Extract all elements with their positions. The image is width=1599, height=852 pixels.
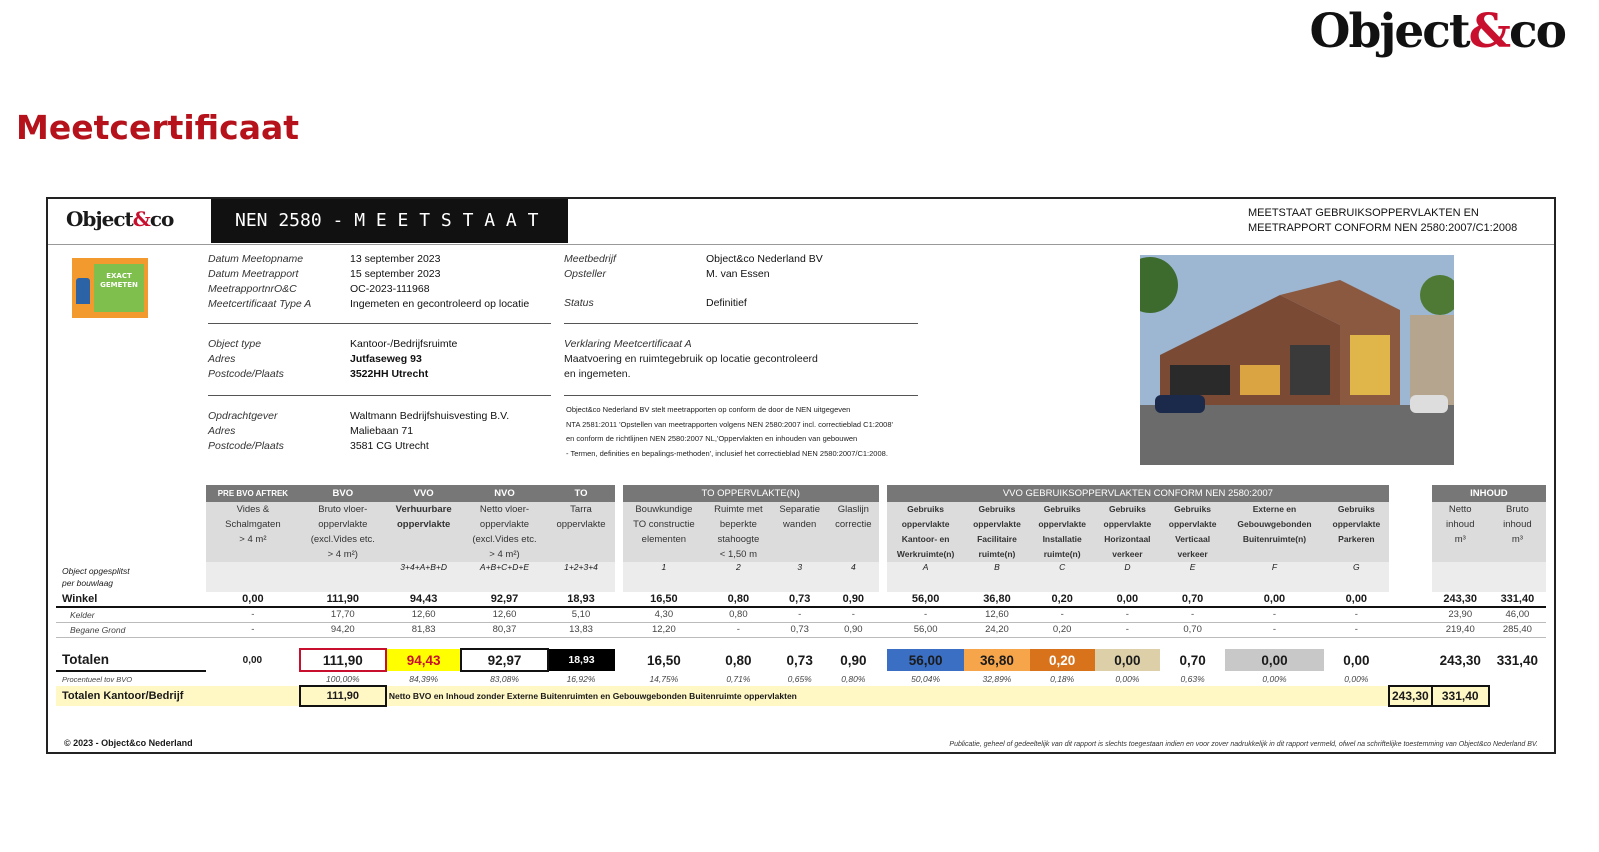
table-cell: 111,90: [300, 649, 386, 671]
info-row: [564, 267, 823, 282]
table-cell: 56,00: [887, 592, 965, 607]
row-label: Totalen Kantoor/Bedrijf: [56, 686, 206, 706]
table-cell: Tarra oppervlakte: [548, 502, 615, 562]
note-line: NTA 2581:2011 'Opstellen van meetrapporten volgens NEN 2580:2007 incl. correctieblad C1:2008': [566, 419, 893, 429]
info-label: MeetrapportnrO&C: [208, 283, 297, 295]
table-cell: 18,93: [548, 649, 615, 671]
table-cell: 0,00: [1225, 649, 1324, 671]
verklaring-text: en ingemeten.: [564, 368, 631, 380]
gap: [615, 502, 623, 562]
divider: [564, 323, 918, 324]
gap: [879, 592, 887, 607]
table-cell: 0,73: [772, 622, 828, 637]
table-cell: [1489, 671, 1546, 686]
gap: [879, 607, 887, 622]
gap: [1389, 622, 1432, 637]
header-line: MEETSTAAT GEBRUIKSOPPERVLAKTEN EN: [1248, 207, 1479, 219]
table-cell: 23,90: [1432, 607, 1489, 622]
info-value: 15 september 2023: [350, 268, 441, 280]
info-row: [208, 409, 509, 424]
table-cell: 0,00%: [1115, 673, 1140, 684]
group-header: VVO GEBRUIKSOPPERVLAKTEN CONFORM NEN 2580:2007: [887, 485, 1389, 502]
table-cell: 3: [772, 562, 828, 592]
gap: [1389, 485, 1432, 502]
table-row: [56, 502, 1546, 562]
table-cell: 16,92%: [566, 673, 596, 684]
group-header: BVO: [300, 485, 386, 502]
table-row: [56, 622, 1546, 637]
page-title: Meetcertificaat: [16, 108, 300, 147]
table-cell: 0,00: [1225, 592, 1324, 607]
gap: [615, 485, 623, 502]
table-cell: B: [964, 562, 1029, 592]
table-cell: 94,43: [386, 592, 462, 607]
group-header: VVO: [386, 485, 462, 502]
info-label: Datum Meetopname: [208, 253, 304, 265]
header-description: [1248, 206, 1517, 236]
table-cell: F: [1225, 562, 1324, 592]
table-cell: -: [772, 607, 828, 622]
info-value: Definitief: [706, 297, 747, 309]
gap: [879, 502, 887, 562]
table-row: [56, 592, 1546, 607]
table-cell: 0,00: [1095, 592, 1160, 607]
table-cell: -: [705, 622, 771, 637]
note-line: - Termen, definities en bepalings-methoden', inclusief het correctieblad NEN 2580:2007/C1:2008.: [566, 448, 888, 458]
table-cell: 0,80: [705, 607, 771, 622]
gap: [615, 671, 623, 686]
gap: [1389, 592, 1432, 607]
note-line: Object&co Nederland BV stelt meetrapporten op conform de door de NEN uitgegeven: [566, 405, 851, 414]
person-icon: [76, 278, 90, 304]
info-row: [208, 297, 529, 312]
info-value: Maliebaan 71: [350, 425, 414, 437]
table-cell: 0,73: [772, 592, 828, 607]
table-cell: 94,43: [386, 649, 462, 671]
table-cell: [1432, 671, 1489, 686]
table-cell: -: [828, 607, 879, 622]
table-cell: -: [1030, 607, 1095, 622]
spacer: [56, 637, 1546, 649]
row-label: Object opgesplitst per bouwlaag: [62, 566, 130, 588]
gap: [615, 649, 623, 671]
group-header: PRE BVO AFTREK: [206, 485, 300, 502]
blank-cell: [56, 485, 206, 502]
info-row: [564, 252, 823, 267]
table-cell: Glaslijn correctie: [828, 502, 879, 562]
table-cell: -: [206, 622, 300, 637]
gap: [879, 649, 887, 671]
info-value: Waltmann Bedrijfshuisvesting B.V.: [350, 410, 510, 422]
table-cell: 50,04%: [911, 673, 941, 684]
table-cell: 0,90: [840, 652, 867, 668]
info-label: Opdrachtgever: [208, 410, 278, 422]
meta-info: [208, 252, 529, 312]
object-info: [208, 337, 457, 382]
table-cell: 1: [623, 562, 706, 592]
table-cell: 0,70: [1179, 652, 1206, 668]
table-cell: Gebruiks oppervlakte Parkeren: [1324, 502, 1389, 562]
kantoor-note: Netto BVO en Inhoud zonder Externe Buitenruimten en Gebouwgebonden Buitenruimte oppervlakten: [386, 686, 1389, 706]
info-value: 13 september 2023: [350, 253, 441, 265]
gap: [879, 562, 887, 592]
table-cell: 83,08%: [490, 674, 519, 684]
table-cell: 0,20: [1030, 592, 1095, 607]
gap: [615, 592, 623, 607]
table-cell: 56,00: [887, 649, 965, 671]
building-photo: [1140, 255, 1454, 465]
table-cell: Gebruiks oppervlakte Verticaal verkeer: [1160, 502, 1225, 562]
row-label: Procentueel tov BVO: [62, 674, 133, 684]
verklaring-label: Verklaring Meetcertificaat A: [564, 338, 692, 350]
table-cell: 0,90: [828, 622, 879, 637]
gap: [1389, 607, 1432, 622]
table-cell: Bruto inhoud m³: [1489, 502, 1546, 562]
gap: [1389, 562, 1432, 592]
certificate-header: [48, 199, 1554, 245]
table-cell: -: [1324, 607, 1389, 622]
info-row: [564, 296, 823, 311]
table-cell: 84,39%: [409, 673, 439, 684]
table-cell: -: [206, 607, 300, 622]
info-label: Object type: [208, 338, 262, 350]
gap: [615, 562, 623, 592]
measurement-certificate: [46, 197, 1556, 754]
info-row: [208, 352, 457, 367]
table-cell: 100,00%: [326, 673, 360, 684]
gap: [1389, 502, 1432, 562]
table-cell: -: [887, 607, 965, 622]
table-cell: [206, 562, 300, 592]
table-cell: 1+2+3+4: [548, 562, 615, 592]
table-cell: 80,37: [461, 622, 547, 637]
header-line: MEETRAPPORT CONFORM NEN 2580:2007/C1:2008: [1248, 222, 1518, 234]
table-cell: Gebruiks oppervlakte Kantoor- en Werkruimte(n): [887, 502, 965, 562]
info-row: [208, 424, 509, 439]
table-cell: 46,00: [1489, 607, 1546, 622]
group-header: NVO: [461, 485, 547, 502]
info-row: [208, 252, 529, 267]
table-cell: 111,90: [300, 592, 386, 607]
info-value: Object&co Nederland BV: [706, 253, 823, 265]
info-row: [208, 439, 509, 454]
table-cell: [206, 686, 300, 706]
info-label: Meetbedrijf: [564, 253, 616, 265]
table-row: [56, 562, 1546, 592]
client-info: [208, 409, 509, 454]
gap: [615, 607, 623, 622]
table-cell: 13,83: [548, 622, 615, 637]
table-cell: [300, 562, 386, 592]
table-cell: 243,30: [1439, 652, 1481, 668]
divider: [208, 323, 551, 324]
table-cell: 16,50: [646, 652, 681, 668]
publication-disclaimer: Publicatie, geheel of gedeeltelijk van dit rapport is slechts toegestaan indien en voor zover nadrukkelijk in dit rapport vermeld, ofwel na schriftelijke toestemming van Object&co Nederland BV.: [949, 741, 1538, 748]
table-cell: Gebruiks oppervlakte Facilitaire ruimte(n): [964, 502, 1029, 562]
info-value: Jutfaseweg 93: [350, 353, 422, 365]
table-cell: 12,20: [623, 622, 706, 637]
table-cell: Separatie wanden: [772, 502, 828, 562]
table-row: [56, 671, 1546, 686]
table-cell: 36,80: [964, 649, 1029, 671]
table-cell: 3+4+A+B+D: [386, 562, 462, 592]
table-cell: 0,00: [1324, 592, 1389, 607]
table-cell: 92,97: [461, 649, 547, 671]
brand-logo: Object&co: [1309, 4, 1565, 59]
info-value: OC-2023-111968: [350, 283, 430, 295]
table-cell: 0,00: [242, 654, 263, 666]
table-cell: 285,40: [1489, 622, 1546, 637]
table-cell: 0,80%: [841, 673, 866, 684]
table-cell: 0,63%: [1180, 673, 1205, 684]
table-cell: Externe en Gebouwgebonden Buitenruimte(n): [1225, 502, 1324, 562]
table-cell: 12,60: [386, 607, 462, 622]
table-cell: 0,80: [705, 592, 771, 607]
table-cell: Vides & Schalmgaten > 4 m²: [206, 502, 300, 562]
table-cell: 0,18%: [1050, 673, 1075, 684]
table-cell: Gebruiks oppervlakte Installatie ruimte(n): [1030, 502, 1095, 562]
table-cell: 36,80: [964, 592, 1029, 607]
gap: [879, 671, 887, 686]
info-row: [208, 337, 457, 352]
info-label: Postcode/Plaats: [208, 440, 284, 452]
info-label: Adres: [208, 353, 236, 365]
table-cell: 243,30: [1432, 592, 1489, 607]
table-cell: C: [1030, 562, 1095, 592]
info-label: Datum Meetrapport: [208, 268, 299, 280]
table-cell: Verhuurbare oppervlakte: [386, 502, 462, 562]
note-line: en conform de richtlijnen NEN 2580:2007 NL,'Oppervlakten en inhouden van gebouwen: [566, 434, 858, 443]
kantoor-bvo: 111,90: [300, 686, 386, 706]
table-cell: 0,00%: [1344, 673, 1369, 684]
table-cell: D: [1095, 562, 1160, 592]
table-cell: Ruimte met beperkte stahoogte < 1,50 m: [705, 502, 771, 562]
table-cell: 24,20: [964, 622, 1029, 637]
row-label: Winkel: [56, 592, 206, 607]
info-label: Postcode/Plaats: [208, 368, 284, 380]
certification-note: [566, 403, 926, 461]
table-cell: Netto vloer- oppervlakte (excl.Vides etc. > 4 m²): [461, 502, 547, 562]
divider: [564, 395, 918, 396]
info-row: [208, 282, 529, 297]
table-cell: 0,00: [1343, 652, 1370, 668]
group-header: TO: [548, 485, 615, 502]
table-cell: Bouwkundige TO constructie elementen: [623, 502, 706, 562]
table-cell: 0,80: [725, 652, 752, 668]
table-cell: 12,60: [461, 607, 547, 622]
table-cell: 17,70: [300, 607, 386, 622]
table-cell: -: [1095, 607, 1160, 622]
info-label: Adres: [208, 425, 236, 437]
table-cell: Bruto vloer- oppervlakte (excl.Vides etc. > 4 m²): [300, 502, 386, 562]
meetstaat-banner: NEN 2580 - M E E T S T A A T: [211, 199, 568, 243]
kantoor-bruto: 331,40: [1432, 686, 1489, 706]
table-cell: 0,00%: [1262, 673, 1287, 684]
info-label: Opsteller: [564, 268, 607, 280]
certificate-logo: Object&co: [66, 207, 174, 231]
table-cell: -: [1095, 622, 1160, 637]
gap: [879, 485, 887, 502]
table-cell: 0,65%: [787, 673, 812, 684]
table-cell: -: [1225, 622, 1324, 637]
verklaring-text: Maatvoering en ruimtegebruik op locatie gecontroleerd: [564, 353, 818, 365]
gap: [879, 622, 887, 637]
table-cell: 219,40: [1432, 622, 1489, 637]
group-header: INHOUD: [1432, 485, 1546, 502]
table-cell: Netto inhoud m³: [1432, 502, 1489, 562]
table-cell: 0,00: [206, 592, 300, 607]
spacer-row: [56, 637, 1546, 649]
table-cell: 0,90: [828, 592, 879, 607]
divider: [208, 395, 551, 396]
table-cell: 56,00: [887, 622, 965, 637]
company-info: [564, 252, 823, 311]
table-cell: 94,20: [300, 622, 386, 637]
info-row: [208, 267, 529, 282]
info-value: Kantoor-/Bedrijfsruimte: [350, 338, 458, 350]
table-cell: 4,30: [623, 607, 706, 622]
info-value: 3581 CG Utrecht: [350, 440, 429, 452]
table-cell: 5,10: [548, 607, 615, 622]
table-cell: 0,00: [1095, 649, 1160, 671]
table-cell: [1432, 562, 1489, 592]
badge-line: GEMETEN: [100, 281, 138, 289]
table-cell: 0,70: [1160, 622, 1225, 637]
table-cell: 4: [828, 562, 879, 592]
table-cell: E: [1160, 562, 1225, 592]
badge-label: [94, 264, 144, 312]
table-row: [56, 649, 1546, 671]
row-label: [56, 502, 206, 562]
group-header: TO OPPERVLAKTE(N): [623, 485, 879, 502]
table-cell: [1489, 562, 1546, 592]
table-cell: 14,75%: [649, 673, 679, 684]
table-row: [56, 607, 1546, 622]
table-cell: 0,70: [1160, 592, 1225, 607]
table-cell: Gebruiks oppervlakte Horizontaal verkeer: [1095, 502, 1160, 562]
table-cell: A: [887, 562, 965, 592]
table-cell: 2: [705, 562, 771, 592]
row-label: Totalen: [56, 649, 206, 671]
table-cell: 18,93: [548, 592, 615, 607]
measurement-table: [56, 485, 1546, 707]
table-cell: -: [1225, 607, 1324, 622]
kantoor-netto: 243,30: [1389, 686, 1432, 706]
info-value: M. van Essen: [706, 268, 770, 280]
info-row: [208, 367, 457, 382]
totalen-kantoor-row: [56, 686, 1546, 706]
verklaring-info: [564, 337, 818, 382]
info-value: Ingemeten en gecontroleerd op locatie: [350, 298, 530, 310]
table-cell: -: [1324, 622, 1389, 637]
table-cell: A+B+C+D+E: [461, 562, 547, 592]
badge-line: EXACT: [106, 272, 132, 280]
table-cell: [206, 671, 300, 686]
gap: [615, 622, 623, 637]
table-cell: 92,97: [461, 592, 547, 607]
table-cell: 331,40: [1489, 592, 1546, 607]
table-cell: 0,71%: [726, 673, 751, 684]
table-cell: 81,83: [386, 622, 462, 637]
table-cell: 12,60: [964, 607, 1029, 622]
gap: [1389, 649, 1432, 671]
info-label: Status: [564, 297, 594, 309]
info-value: 3522HH Utrecht: [350, 368, 429, 380]
row-label: Kelder: [56, 607, 206, 622]
table-cell: 0,20: [1030, 649, 1095, 671]
table-cell: 331,40: [1496, 652, 1539, 668]
table-cell: 32,89%: [982, 673, 1012, 684]
gap: [1389, 671, 1432, 686]
copyright: © 2023 - Object&co Nederland: [64, 738, 193, 748]
table-cell: 0,73: [786, 652, 813, 668]
table-cell: G: [1324, 562, 1389, 592]
table-cell: 0,20: [1030, 622, 1095, 637]
info-label: Meetcertificaat Type A: [208, 298, 312, 310]
exact-gemeten-badge-icon: [72, 258, 148, 318]
table-cell: 16,50: [623, 592, 706, 607]
table-cell: -: [1160, 607, 1225, 622]
row-label: Begane Grond: [56, 622, 206, 637]
